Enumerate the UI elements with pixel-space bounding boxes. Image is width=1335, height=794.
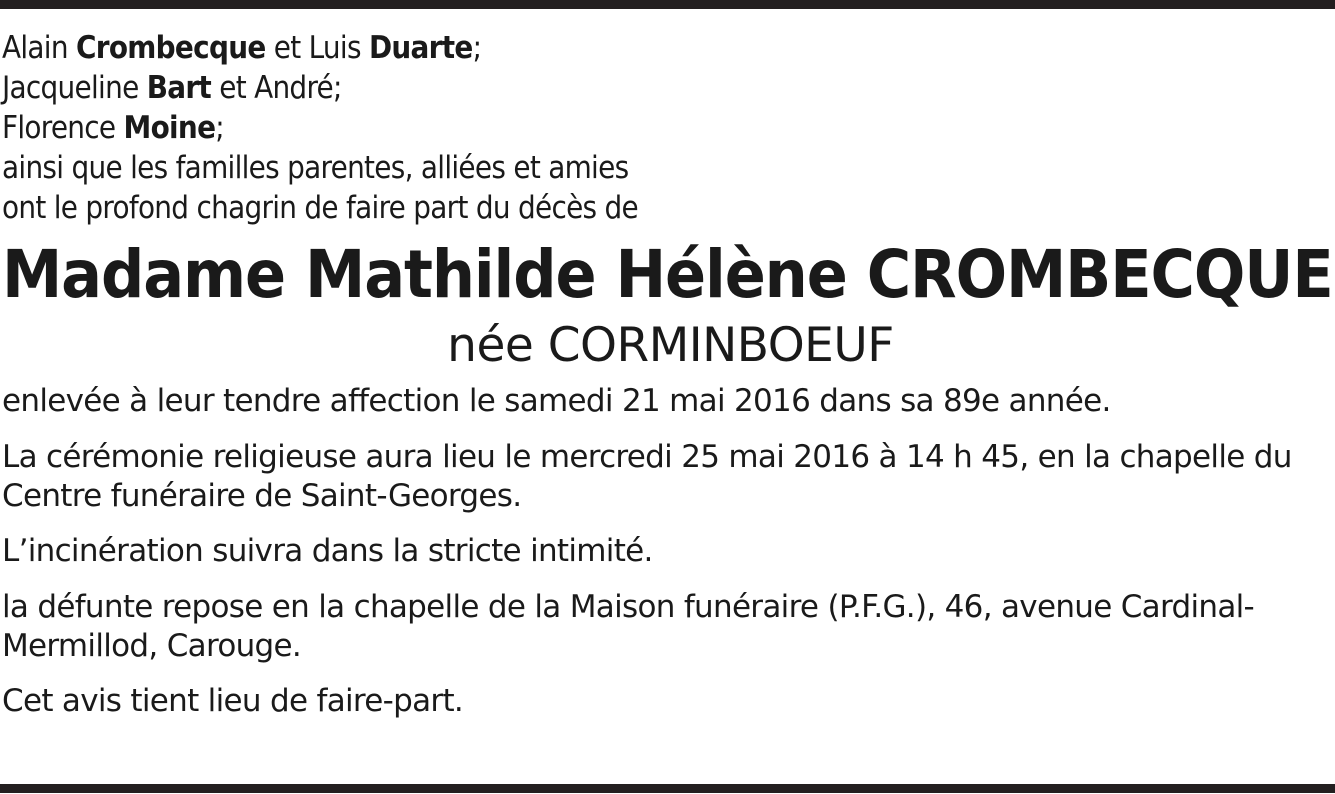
family-line-3 (2, 108, 1333, 148)
family-line-2 (2, 68, 1333, 108)
ceremony-paragraph (2, 438, 1333, 516)
family-line-1 (2, 28, 1333, 68)
connector-text: et Luis (265, 30, 369, 66)
repose-paragraph (2, 588, 1333, 666)
intro-line-1: ainsi que les familles parentes, alliées et amies (2, 150, 629, 186)
surname: Bart (146, 70, 212, 106)
passing-paragraph: enlevée à leur tendre affection le samedi 21 mai 2016 dans sa 89e année. (2, 383, 1111, 419)
top-rule (0, 0, 1335, 9)
deceased-name: Madame Mathilde Hélène CROMBECQUE (2, 236, 1333, 313)
ceremony-line-1: La cérémonie religieuse aura lieu le mercredi 25 mai 2016 à 14 h 45, en la chapelle du (2, 439, 1292, 475)
first-name: Florence (2, 110, 124, 146)
connector-text: et André; (211, 70, 342, 106)
surname: Crombecque (76, 30, 266, 66)
ceremony-line-2: Centre funéraire de Saint-Georges. (2, 478, 522, 514)
repose-line-1: la défunte repose en la chapelle de la Maison funéraire (P.F.G.), 46, avenue Cardinal- (2, 589, 1255, 625)
punctuation: ; (215, 110, 224, 146)
bottom-rule (0, 784, 1335, 793)
maiden-name: née CORMINBOEUF (447, 318, 894, 373)
intro-line-2: ont le profond chagrin de faire part du décès de (2, 190, 639, 226)
first-name: Jacqueline (2, 70, 147, 106)
punctuation: ; (472, 30, 482, 66)
family-list (2, 28, 1333, 228)
notice-paragraph: Cet avis tient lieu de faire-part. (2, 683, 464, 719)
first-name: Alain (2, 30, 76, 66)
repose-line-2: Mermillod, Carouge. (2, 628, 302, 664)
surname: Duarte (368, 30, 473, 66)
surname: Moine (123, 110, 216, 146)
cremation-paragraph: L’incinération suivra dans la stricte intimité. (2, 533, 653, 569)
obituary-notice (2, 28, 1333, 721)
